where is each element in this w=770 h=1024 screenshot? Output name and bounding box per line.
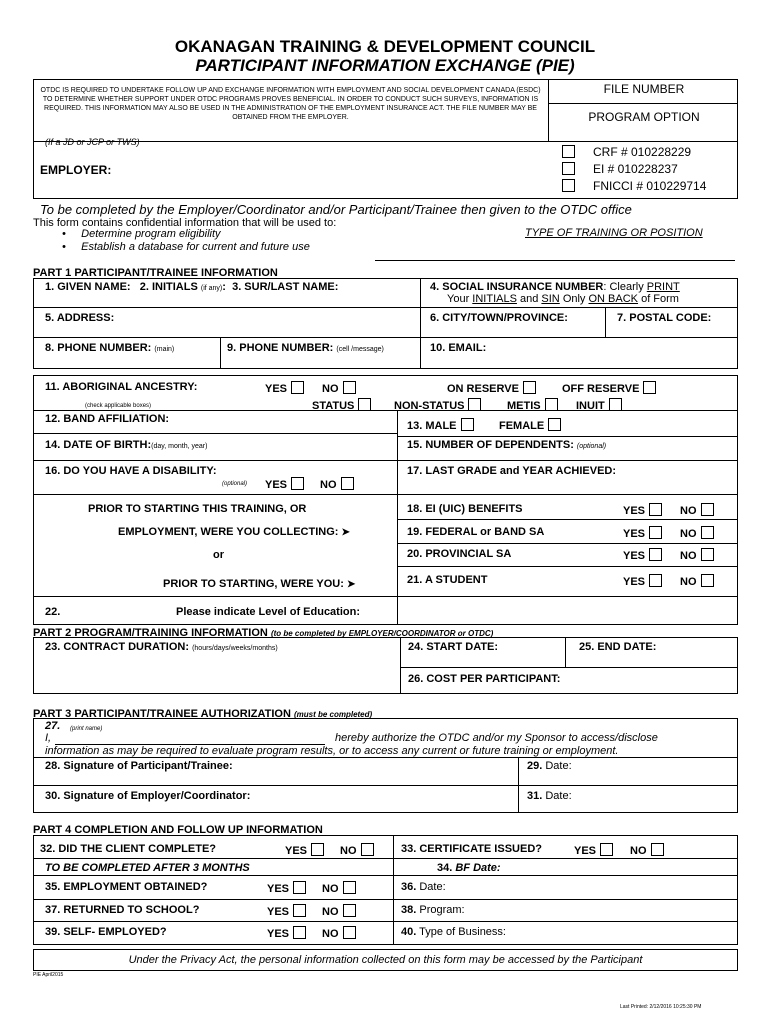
checkbox[interactable]: [341, 477, 354, 490]
complete-yes[interactable]: YES: [285, 843, 324, 857]
form-subtitle: PARTICIPANT INFORMATION EXCHANGE (PIE): [195, 56, 575, 75]
part1-header: PART 1 PARTICIPANT/TRAINEE INFORMATION: [33, 267, 278, 279]
instructions-headline: To be completed by the Employer/Coordinator and/or Participant/Trainee then given to the OTDC office: [40, 202, 632, 217]
part4-header: PART 4 COMPLETION AND FOLLOW UP INFORMATION: [33, 824, 323, 836]
checkbox[interactable]: [600, 843, 613, 856]
self-employed-yes[interactable]: YES: [267, 926, 306, 940]
complete-no[interactable]: NO: [340, 843, 374, 857]
field-bf-date[interactable]: 34. BF Date:: [437, 862, 501, 874]
field-last-grade[interactable]: 17. LAST GRADE and YEAR ACHIEVED:: [407, 465, 617, 477]
checkbox[interactable]: [643, 381, 656, 394]
male-option[interactable]: 13. MALE: [407, 418, 474, 432]
fnicci-checkbox[interactable]: [562, 179, 575, 192]
field-band[interactable]: 12. BAND AFFILIATION:: [45, 413, 170, 425]
field-education-number: 22.: [45, 606, 61, 618]
program-option-label: PROGRAM OPTION: [588, 110, 700, 124]
checkbox[interactable]: [311, 843, 324, 856]
checkbox[interactable]: [343, 926, 356, 939]
prior-employment-text: EMPLOYMENT, WERE YOU COLLECTING: ➤: [118, 526, 350, 538]
provincial-no[interactable]: NO: [680, 548, 714, 562]
checkbox[interactable]: [609, 398, 622, 411]
checkbox[interactable]: [701, 574, 714, 587]
field-38-program[interactable]: 38. Program:: [401, 904, 465, 916]
prior-training-text: PRIOR TO STARTING THIS TRAINING, OR: [88, 503, 307, 515]
field-27-number: 27.: [45, 720, 61, 732]
prior-starting-text: PRIOR TO STARTING, WERE YOU: ➤: [163, 578, 356, 590]
notice-text: OTDC IS REQUIRED TO UNDERTAKE FOLLOW UP AND EXCHANGE INFORMATION WITH EMPLOYMENT AND SOCIAL DEVELOPMENT CANADA (ESDC) TO DETERMINE WHETHER SUPPORT UNDER OTDC PROGRAMS PROVES BENEFICIAL. IN ORDER TO CONDUCT SUCH SURVEYS, INFORMATION IS REQUIRED. THIS INFORMATION MAY ALSO BE USED IN THE ADMINISTRATION OF THE EMPLOYMENT INSURANCE ACT. THE FILE NUMBER MAY BE OBTAINED FROM THE EMPLOYER.: [40, 87, 541, 121]
field-sin[interactable]: 4. SOCIAL INSURANCE NUMBER: Clearly PRINT: [430, 281, 680, 293]
aboriginal-note: (check applicable boxes): [85, 403, 152, 409]
field-employer-signature[interactable]: 30. Signature of Employer/Coordinator:: [45, 790, 251, 802]
checkbox[interactable]: [649, 574, 662, 587]
field-end-date[interactable]: 25. END DATE:: [579, 641, 657, 653]
print-name-note: (print name): [70, 726, 103, 732]
field-ei: 18. EI (UIC) BENEFITS: [407, 503, 523, 515]
checkbox[interactable]: [545, 398, 558, 411]
checkbox[interactable]: [293, 904, 306, 917]
checkbox[interactable]: [701, 548, 714, 561]
form-id: PIE April2015: [33, 972, 64, 978]
field-start-date[interactable]: 24. START DATE:: [408, 641, 499, 653]
checkbox[interactable]: [701, 503, 714, 516]
field-email[interactable]: 10. EMAIL:: [430, 342, 487, 354]
field-36-date[interactable]: 36. Date:: [401, 881, 446, 893]
bullet-2: • Establish a database for current and future use: [62, 241, 310, 253]
field-dependents[interactable]: 15. NUMBER OF DEPENDENTS: (optional): [407, 439, 607, 451]
field-employment-obtained: 35. EMPLOYMENT OBTAINED?: [45, 881, 208, 893]
checkbox[interactable]: [548, 418, 561, 431]
last-printed: Last Printed: 2/12/2016 10:25:30 PM: [620, 1004, 702, 1010]
field-phone-cell[interactable]: 9. PHONE NUMBER: (cell /message): [227, 342, 384, 354]
field-education[interactable]: Please indicate Level of Education:: [176, 606, 360, 618]
employer-label: EMPLOYER:: [40, 163, 112, 177]
field-self-employed: 39. SELF- EMPLOYED?: [45, 926, 167, 938]
checkbox[interactable]: [461, 418, 474, 431]
field-given-name[interactable]: 1. GIVEN NAME: 2. INITIALS (if any): 3. SUR/LAST NAME:: [45, 281, 339, 293]
sin-note: Your INITIALS and SIN Only ON BACK of Form: [447, 293, 679, 305]
part2-header: PART 2 PROGRAM/TRAINING INFORMATION (to be completed by EMPLOYER/COORDINATOR or OTDC): [33, 627, 494, 639]
field-phone-main[interactable]: 8. PHONE NUMBER: (main): [45, 342, 175, 354]
type-of-training-label: TYPE OF TRAINING OR POSITION: [525, 227, 703, 239]
field-cost[interactable]: 26. COST PER PARTICIPANT:: [408, 673, 561, 685]
field-client-complete: 32. DID THE CLIENT COMPLETE?: [40, 843, 217, 855]
authorize-i: I,: [45, 732, 52, 744]
checkbox[interactable]: [649, 526, 662, 539]
certificate-yes[interactable]: YES: [574, 843, 613, 857]
field-address[interactable]: 5. ADDRESS:: [45, 312, 115, 324]
checkbox[interactable]: [343, 904, 356, 917]
non-status-option[interactable]: NON-STATUS: [394, 398, 481, 412]
field-40-business[interactable]: 40. Type of Business:: [401, 926, 506, 938]
checkbox[interactable]: [649, 548, 662, 561]
checkbox[interactable]: [701, 526, 714, 539]
form-title: OKANAGAN TRAINING & DEVELOPMENT COUNCIL: [174, 37, 596, 56]
provincial-yes[interactable]: YES: [623, 548, 662, 562]
federal-yes[interactable]: YES: [623, 526, 662, 540]
field-postal-code[interactable]: 7. POSTAL CODE:: [617, 312, 712, 324]
option-fnicci[interactable]: FNICCI # 010229714: [562, 179, 706, 193]
option-ei[interactable]: EI # 010228237: [562, 162, 678, 176]
ei-no[interactable]: NO: [680, 503, 714, 517]
field-certificate: 33. CERTIFICATE ISSUED?: [401, 843, 542, 855]
jd-note: (If a JD or JCP or TWS): [45, 137, 140, 147]
checkbox[interactable]: [361, 843, 374, 856]
field-participant-signature[interactable]: 28. Signature of Participant/Trainee:: [45, 760, 233, 772]
confidential-text: This form contains confidential information that will be used to:: [33, 217, 337, 229]
employment-no[interactable]: NO: [322, 881, 356, 895]
school-yes[interactable]: YES: [267, 904, 306, 918]
checkbox[interactable]: [293, 881, 306, 894]
field-contract-duration[interactable]: 23. CONTRACT DURATION: (hours/days/weeks/months): [45, 641, 278, 653]
checkbox[interactable]: [343, 381, 356, 394]
federal-no[interactable]: NO: [680, 526, 714, 540]
crf-checkbox[interactable]: [562, 145, 575, 158]
checkbox[interactable]: [291, 477, 304, 490]
checkbox[interactable]: [468, 398, 481, 411]
bullet-1: • Determine program eligibility: [62, 228, 221, 240]
school-no[interactable]: NO: [322, 904, 356, 918]
inuit-option[interactable]: INUIT: [576, 398, 622, 412]
metis-option[interactable]: METIS: [507, 398, 558, 412]
checkbox[interactable]: [291, 381, 304, 394]
certificate-no[interactable]: NO: [630, 843, 664, 857]
field-aboriginal: 11. ABORIGINAL ANCESTRY:: [45, 381, 198, 393]
field-participant-date[interactable]: 29. Date:: [527, 760, 572, 772]
off-reserve[interactable]: OFF RESERVE: [562, 381, 656, 395]
ei-checkbox[interactable]: [562, 162, 575, 175]
field-federal-sa: 19. FEDERAL or BAND SA: [407, 526, 545, 538]
checkbox[interactable]: [523, 381, 536, 394]
or-text: or: [213, 549, 224, 561]
arrow-icon: ➤: [341, 527, 350, 538]
student-no[interactable]: NO: [680, 574, 714, 588]
file-number-label: FILE NUMBER: [603, 82, 685, 96]
checkbox[interactable]: [358, 398, 371, 411]
field-employer-date[interactable]: 31. Date:: [527, 790, 572, 802]
field-returned-school: 37. RETURNED TO SCHOOL?: [45, 904, 200, 916]
disability-no[interactable]: NO: [320, 477, 354, 491]
checkbox[interactable]: [651, 843, 664, 856]
status-option[interactable]: STATUS: [312, 398, 371, 412]
arrow-icon: ➤: [346, 579, 356, 590]
ei-yes[interactable]: YES: [623, 503, 662, 517]
authorize-text-1: hereby authorize the OTDC and/or my Sponsor to access/disclose: [335, 732, 658, 744]
checkbox[interactable]: [293, 926, 306, 939]
disability-yes[interactable]: YES: [265, 477, 304, 491]
option-crf[interactable]: CRF # 010228229: [562, 145, 691, 159]
on-reserve[interactable]: ON RESERVE: [447, 381, 536, 395]
field-disability: 16. DO YOU HAVE A DISABILITY:: [45, 465, 217, 477]
checkbox[interactable]: [343, 881, 356, 894]
aboriginal-yes[interactable]: YES: [265, 381, 304, 395]
employment-yes[interactable]: YES: [267, 881, 306, 895]
female-option[interactable]: FEMALE: [499, 418, 561, 432]
disability-note: (optional): [222, 481, 248, 487]
privacy-text: Under the Privacy Act, the personal information collected on this form may be accessed by the Participant: [128, 954, 643, 966]
field-city[interactable]: 6. CITY/TOWN/PROVINCE:: [430, 312, 568, 324]
self-employed-no[interactable]: NO: [322, 926, 356, 940]
aboriginal-no[interactable]: NO: [322, 381, 356, 395]
field-student: 21. A STUDENT: [407, 574, 488, 586]
authorize-text-2: information as may be required to evaluate program results, or to access any current or future training or employment.: [45, 745, 619, 757]
field-dob[interactable]: 14. DATE OF BIRTH:(day, month, year): [45, 439, 208, 451]
checkbox[interactable]: [649, 503, 662, 516]
field-provincial-sa: 20. PROVINCIAL SA: [407, 548, 512, 560]
after-3-months: TO BE COMPLETED AFTER 3 MONTHS: [45, 862, 250, 874]
student-yes[interactable]: YES: [623, 574, 662, 588]
part3-header: PART 3 PARTICIPANT/TRAINEE AUTHORIZATION (must be completed): [33, 708, 373, 720]
